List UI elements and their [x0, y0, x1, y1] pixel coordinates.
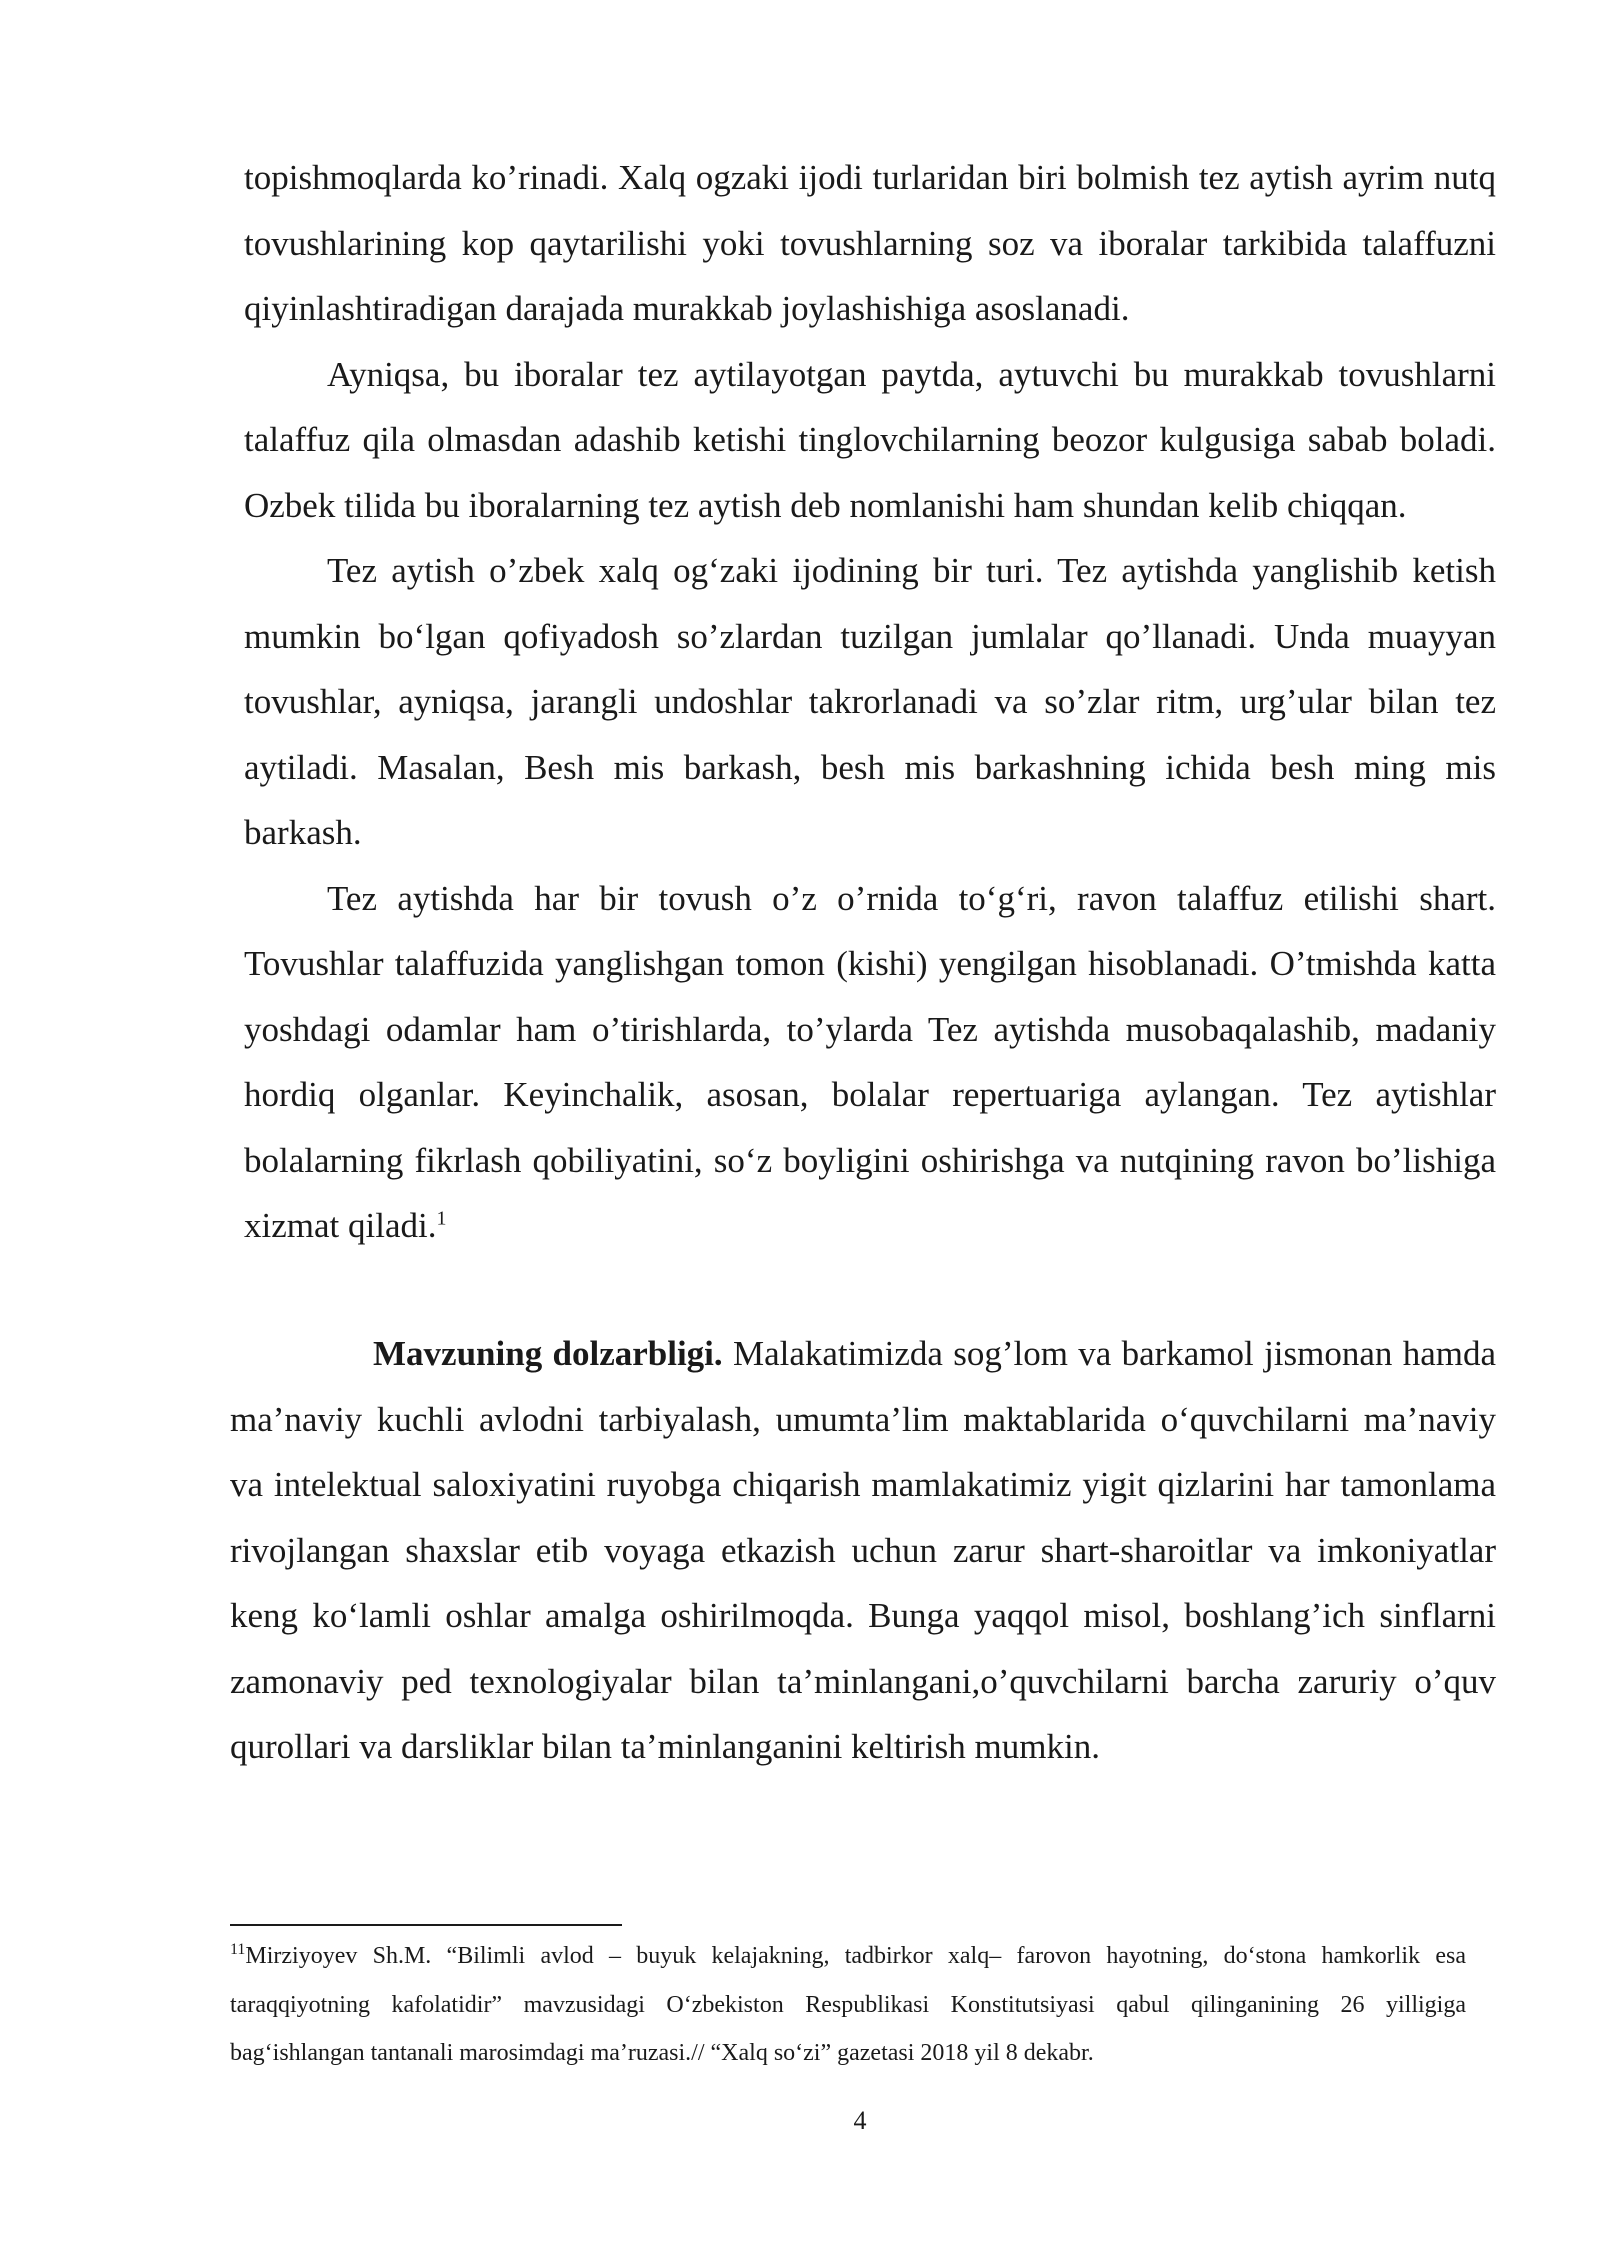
footnote-separator — [230, 1924, 622, 1926]
footnote-reference[interactable]: 1 — [436, 1207, 447, 1230]
paragraph-tez-aytish-definition: Tez aytish o’zbek xalq og‘zaki ijodining bir turi. Tez aytishda yanglishib ketish mumkin bo‘lgan qofiyadosh so’zlardan tuzilgan jumlalar qo’llanadi. Unda muayyan tovushlar, ayniqsa, jarangli undoshlar takrorlanadi va so’zlar ritm, urg’ular bilan tez aytiladi. Masalan, Besh mis barkash, besh mis barkashning ichida besh ming mis barkash. — [244, 551, 1496, 852]
paragraph-text: Malakatimizda sog’lom va barkamol jismonan hamda ma’naviy kuchli avlodni tarbiyalash, umumta’lim maktablarida o‘quvchilarni ma’naviy va intelektual saloxiyatini ruyobga chiqarish mamlakatimiz yigit qizlarini har tamonlama rivojlangan shaxslar etib voyaga etkazish uchun zarur shart-sharoitlar va imkoniyatlar keng ko‘lamli oshlar amalga oshirilmoqda. Bunga yaqqol misol, boshlang’ich sinflarni zamonaviy ped texnologiyalar bilan ta’minlangani,o’quvchilarni barcha zaruriy o’quv qurollari va darsliklar bilan ta’minlanganini keltirish mumkin. — [230, 1334, 1496, 1766]
paragraph-relevance — [230, 1321, 1496, 1780]
footnote-text: Mirziyoyev Sh.M. “Bilimli avlod – buyuk kelajakning, tadbirkor xalq– farovon hayotning, do‘stona hamkorlik esa taraqqiyotning kafolatidir” mavzusidagi O‘zbekiston Respublikasi Konstitutsiyasi qabul qilinganining 26 yilligiga bag‘ishlangan tantanali marosimdagi ma’ruzasi.// “Xalq so‘zi” gazetasi 2018 yil 8 dekabr. — [230, 1943, 1466, 2066]
footnote — [230, 1932, 1466, 2078]
paragraph-ayniqsa: Ayniqsa, bu iboralar tez aytilayotgan paytda, aytuvchi bu murakkab tovushlarni talaffuz qila olmasdan adashib ketishi tinglovchilarning beozor kulgusiga sabab boladi. Ozbek tilida bu iboralarning tez aytish deb nomlanishi ham shundan kelib chiqqan. — [244, 354, 1496, 525]
section-heading-inline: Mavzuning dolzarbligi. — [373, 1334, 723, 1373]
paragraph-continuation: topishmoqlarda ko’rinadi. Xalq ogzaki ijodi turlaridan biri bolmish tez aytish ayrim nutq tovushlarining kop qaytarilishi yoki tovushlarning soz va iboralar tarkibida talaffuzni qiyinlashtiradigan darajada murakkab joylashishiga asoslanadi. — [244, 158, 1496, 328]
body-text-upper — [244, 145, 1496, 1259]
paragraph-text: Tez aytishda har bir tovush o’z o’rnida to‘g‘ri, ravon talaffuz etilishi shart. Tovushlar talaffuzida yanglishgan tomon (kishi) yengilgan hisoblanadi. O’tmishda katta yoshdagi odamlar ham o’tirishlarda, to’ylarda Tez aytishda musobaqalashib, madaniy hordiq olganlar. Keyinchalik, asosan, bolalar repertuariga aylangan. Tez aytishlar bolalarning fikrlash qobiliyatini, so‘z boyligini oshirishga va nutqining ravon bo’lishiga xizmat qiladi. — [244, 878, 1496, 1245]
body-text-lower — [230, 1321, 1496, 1780]
footnote-marker: 11 — [230, 1941, 246, 1958]
page-number: 4 — [853, 2106, 867, 2135]
paragraph-tez-aytish-pronunciation — [244, 866, 1496, 1259]
